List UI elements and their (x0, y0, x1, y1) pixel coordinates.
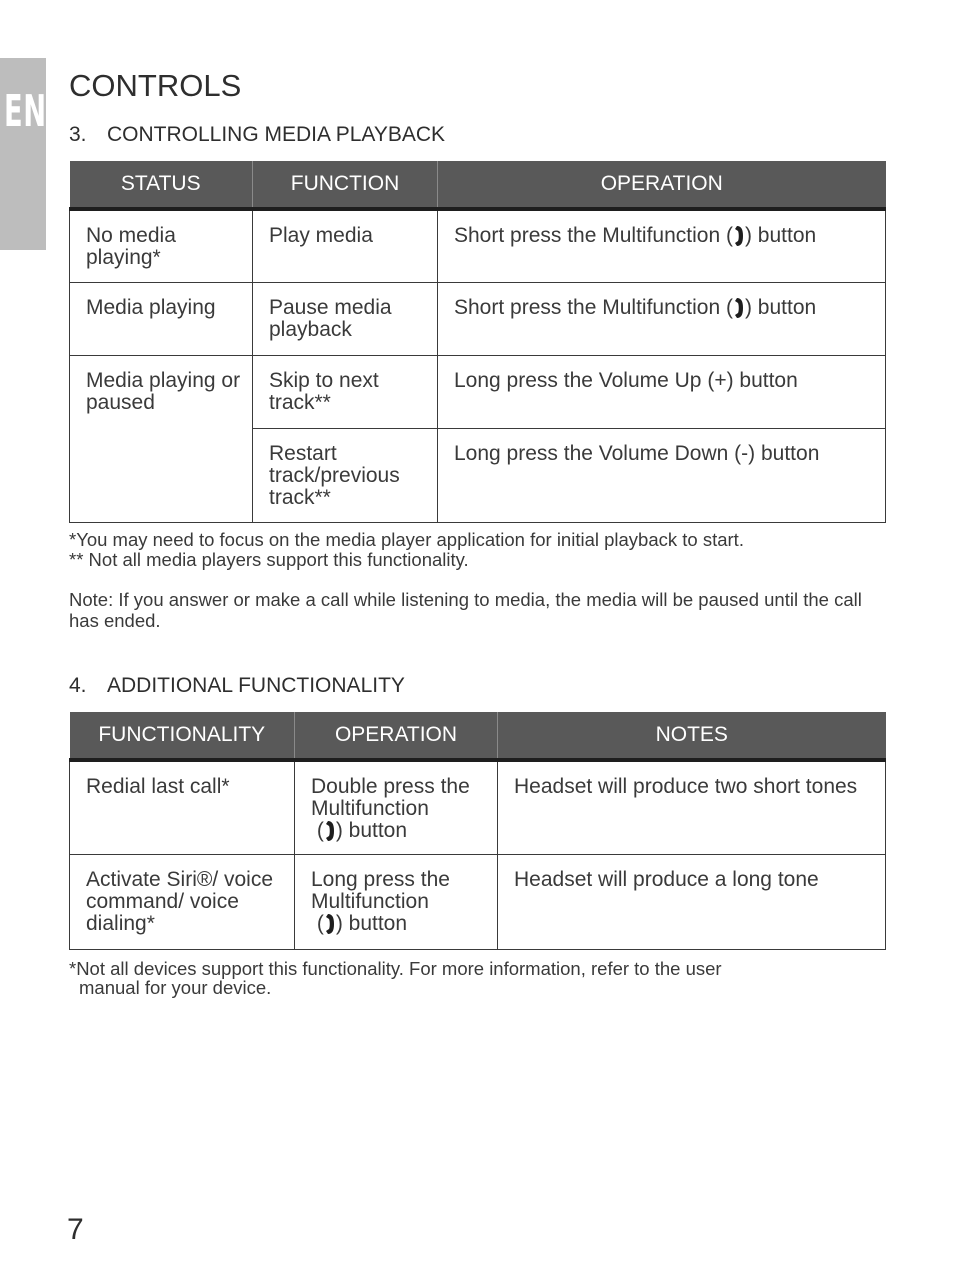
operation-text-suffix: ) button (335, 819, 408, 842)
footnote: *Not all devices support this functionality. For more information, refer to the user (69, 958, 722, 979)
phone-handset-icon (734, 225, 744, 247)
table-row (70, 760, 886, 854)
page-title: CONTROLS (69, 68, 242, 103)
operation-cell (438, 209, 886, 282)
function-cell: Skip to next track** (253, 355, 438, 428)
operation-cell: Long press the Multifunction ( ) button (295, 854, 498, 949)
operation-text-suffix: ) button (744, 295, 817, 319)
playback-note: Note: If you answer or make a call while listening to media, the media will be paused until the call has ended. (69, 589, 862, 631)
footnote: ** Not all media players support this functionality. (69, 549, 469, 570)
column-header-status: STATUS (70, 161, 253, 209)
phone-handset-icon (325, 913, 335, 935)
table-header-row (70, 161, 886, 209)
functionality-cell: Redial last call* (70, 760, 295, 854)
page-number: 7 (67, 1213, 84, 1246)
function-cell: Play media (253, 209, 438, 282)
table-row (70, 209, 886, 282)
column-header-operation: OPERATION (295, 712, 498, 760)
status-cell: Media playing or paused (70, 355, 253, 522)
column-header-operation: OPERATION (438, 161, 886, 209)
media-playback-table (69, 161, 886, 523)
phone-handset-icon (325, 820, 335, 842)
additional-functionality-table (69, 712, 886, 950)
language-tab (0, 58, 46, 250)
operation-text-suffix: ) button (335, 911, 408, 935)
operation-text: Long press the Multifunction (311, 867, 450, 913)
table-row (70, 282, 886, 355)
operation-cell: Long press the Volume Down (-) button (438, 428, 886, 522)
column-header-functionality: FUNCTIONALITY (70, 712, 295, 760)
notes-cell: Headset will produce a long tone (498, 854, 886, 949)
operation-text-suffix: ) button (744, 224, 817, 247)
table-row (70, 355, 886, 428)
status-cell: Media playing (70, 282, 253, 355)
notes-cell: Headset will produce two short tones (498, 760, 886, 854)
language-label: EN (4, 86, 47, 137)
operation-text: Short press the Multifunction ( (454, 224, 733, 247)
section-number: 4. (69, 674, 87, 697)
function-cell: Restart track/previous track** (253, 428, 438, 522)
section-title-text: CONTROLLING MEDIA PLAYBACK (107, 123, 446, 146)
operation-cell (438, 282, 886, 355)
footnote: manual for your device. (79, 977, 272, 998)
table-row (70, 854, 886, 949)
function-cell: Pause media playback (253, 282, 438, 355)
section-number: 3. (69, 123, 87, 146)
footnote: *You may need to focus on the media player application for initial playback to start. (69, 529, 744, 550)
column-header-notes: NOTES (498, 712, 886, 760)
operation-text: Short press the Multifunction ( (454, 295, 733, 319)
phone-handset-icon (734, 297, 744, 319)
functionality-cell: Activate Siri®/ voice command/ voice dialing* (70, 854, 295, 949)
operation-cell: Long press the Volume Up (+) button (438, 355, 886, 428)
table-header-row (70, 712, 886, 760)
operation-text: Double press the Multifunction (311, 775, 470, 820)
status-cell: No media playing* (70, 209, 253, 282)
section-3-title (69, 123, 445, 147)
operation-cell: Double press the Multifunction ( ) button (295, 760, 498, 854)
section-4-title (69, 674, 405, 698)
section-title-text: ADDITIONAL FUNCTIONALITY (107, 674, 405, 697)
column-header-function: FUNCTION (253, 161, 438, 209)
